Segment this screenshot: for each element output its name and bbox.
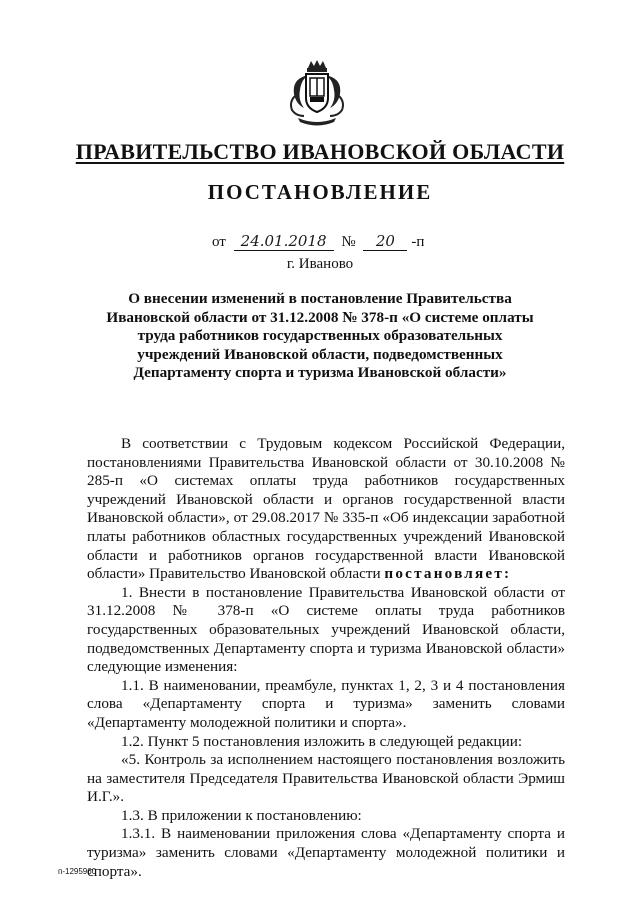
city: г. Иваново: [286, 256, 354, 272]
preamble-text: В соответствии с Трудовым кодексом Российской Федерации, постановлениями Правительства Ивановской области от 30.10.2008 № 285-п «О системах оплаты труда работников государственных учреждений Ивановской области и органов государственной власти Ивановской области», от 29.08.2017 № 335-п «Об индексации заработной платы работников областных государственных учреждений Ивановской области и работников органов государственной власти Ивановской области» Правительство Ивановской области: [87, 435, 565, 583]
date-number-row: [212, 232, 424, 254]
number-label: №: [341, 234, 356, 250]
item-paragraph: 1.2. Пункт 5 постановления изложить в следующей редакции:: [121, 732, 523, 750]
footer-code: п-1295960: [58, 867, 97, 876]
document-body: [87, 435, 565, 881]
coat-of-arms-icon: [286, 58, 348, 128]
document-type: ПОСТАНОВЛЕНИЕ: [207, 180, 433, 204]
document-heading: О внесении изменений в постановление Правительства Ивановской области от 31.12.2008 № 378-п «О системе оплаты труда работников государственных образовательных учреждений Ивановской области, подведомственных Департаменту спорта и туризма Ивановской области»: [106, 290, 534, 382]
document-number: 20: [363, 232, 407, 251]
item-paragraph: 1.3. В приложении к постановлению:: [121, 806, 362, 824]
government-title: ПРАВИТЕЛЬСТВО ИВАНОВСКОЙ ОБЛАСТИ: [75, 139, 565, 164]
preamble-paragraph: [87, 435, 565, 584]
item-paragraph: 1. Внести в постановление Правительства Ивановской области от 31.12.2008 № 378-п «О системе оплаты труда работников государственных образовательных учреждений Ивановской области, подведомственных Департаменту спорта и туризма Ивановской области» следующие изменения:: [87, 583, 565, 676]
document-date: 24.01.2018: [234, 232, 334, 251]
item-paragraph: 1.3.1. В наименовании приложения слова «Департаменту спорта и туризма» заменить словами «Департаменту молодежной политики и спорта».: [87, 825, 565, 880]
decree-word: постановляет:: [384, 565, 512, 583]
item-paragraph: 1.1. В наименовании, преамбуле, пунктах 1, 2, 3 и 4 постановления слова «Департаменту спорта и туризма» заменить словами «Департаменту молодежной политики и спорта».: [87, 676, 565, 731]
number-suffix: -п: [411, 234, 425, 250]
date-prefix: от: [212, 234, 226, 250]
item-paragraph: «5. Контроль за исполнением настоящего постановления возложить на заместителя Председателя Правительства Ивановской области Эрмиш И.Г.».: [87, 751, 565, 806]
